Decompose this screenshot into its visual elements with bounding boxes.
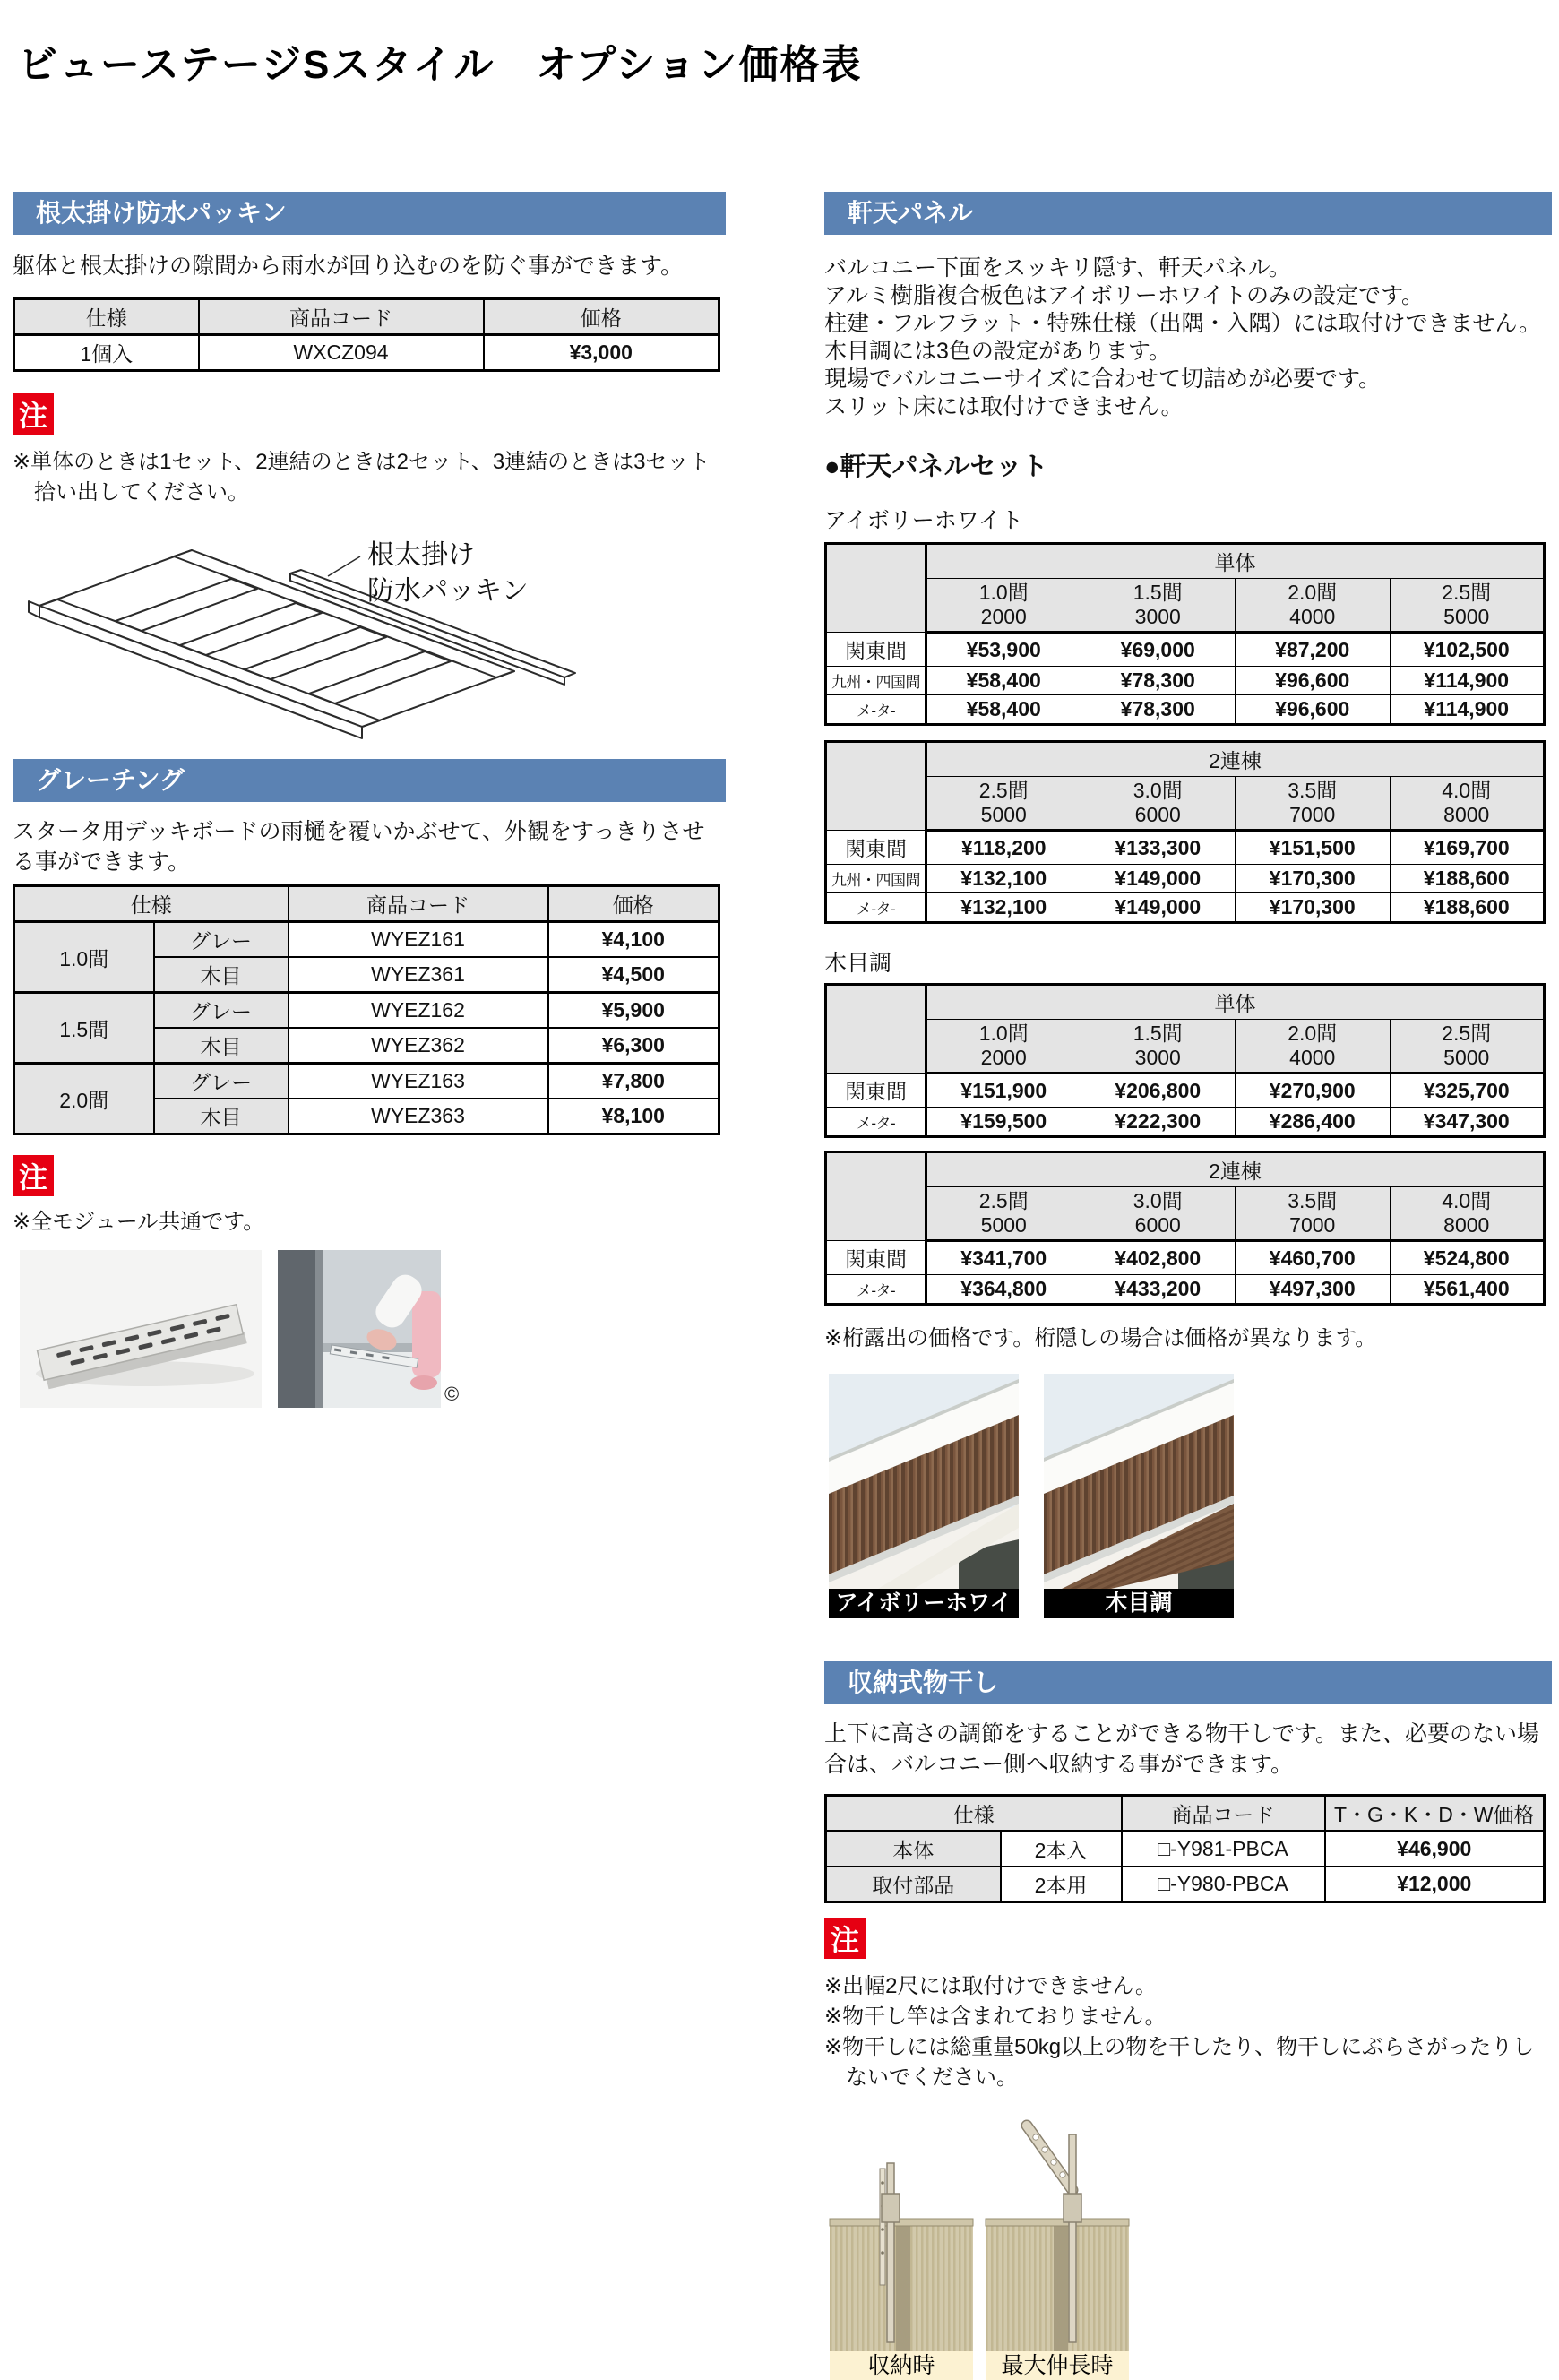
mm-label: 5000 [980,1213,1027,1237]
table-row [14,993,719,1029]
col-header-cell [1081,1187,1236,1241]
group-header-cell: 2連棟 [926,1152,1545,1187]
photo-label: 最大伸長時 [986,2351,1129,2380]
mm-label: 3000 [1134,605,1181,628]
price-cell: ¥402,800 [1081,1241,1236,1275]
table-group-row [826,742,1545,777]
type-cell: グレー [154,993,289,1029]
col-header-cell [926,579,1081,633]
price-cell: ¥132,100 [926,893,1081,923]
grating-note: ※全モジュール共通です。 [13,1210,265,1234]
span-label: 1.0間 [978,1022,1029,1045]
mm-label: 5000 [1443,1046,1490,1069]
price-cell: ¥102,500 [1390,633,1545,667]
col-header-cell [926,777,1081,831]
group-header-cell: 単体 [926,544,1545,579]
price-cell: ¥78,300 [1081,695,1236,725]
price-cell: ¥561,400 [1390,1275,1545,1305]
span-label: 2.0間 [1288,581,1338,604]
col-header-cell [926,1187,1081,1241]
span-label: 1.5間 [1133,581,1183,604]
price-cell: ¥524,800 [1390,1241,1545,1275]
row-header-cell: 九州・四国間 [826,865,926,893]
packing-description: 躯体と根太掛けの隙間から雨水が回り込むのを防ぐ事ができます。 [13,254,684,279]
section-header-drying [824,1661,1552,1704]
col-header-cell [1236,777,1391,831]
corner-cell [826,1152,926,1241]
price-cell: ¥325,700 [1390,1074,1545,1108]
diagram-leader-line [328,556,360,576]
soffit-note: ※桁露出の価格です。桁隠しの場合は価格が異なります。 [824,1326,1377,1350]
photo-label: アイボリーホワイト [829,1589,1019,1618]
row-header-cell: 関東間 [826,1241,926,1275]
price-cell: ¥364,800 [926,1275,1081,1305]
row-header-cell: メ-タ- [826,1275,926,1305]
price-cell: ¥132,100 [926,865,1081,893]
spec-cell: 本体 [826,1832,1001,1867]
price-cell: ¥460,700 [1236,1241,1391,1275]
drying-pole-stored-illustration [830,2108,973,2351]
price-cell: ¥270,900 [1236,1074,1391,1108]
price-cell: ¥188,600 [1390,865,1545,893]
table-row [826,633,1545,667]
span-label: 4.0間 [1442,779,1492,802]
col-header-cell [1236,1187,1391,1241]
col-header-cell [1390,1187,1545,1241]
col-header-cell [1236,1020,1391,1074]
table-row [14,922,719,958]
photo-label: 木目調 [1044,1589,1234,1618]
table-group-row [826,985,1545,1020]
drying-pole-extended-illustration [986,2108,1129,2351]
packing-note: ※単体のときは1セット、2連結のときは2セット、3連結のときは3セット拾い出してください。 [13,450,711,504]
code-cell: WYEZ163 [289,1064,548,1099]
col-header-cell [1390,1020,1545,1074]
price-cell: ¥149,000 [1081,865,1236,893]
description-line: 木目調には3色の設定があります。 [824,339,1171,364]
group-header-cell: 単体 [926,985,1545,1020]
spec-cell: 1個入 [14,335,199,371]
section-title-grating: グレーチング [36,766,185,794]
col-header-price: T・G・K・D・W価格 [1325,1796,1545,1832]
drying-notes [824,1971,1552,2093]
grating-install-photo [278,1250,441,1408]
drying-photo-extended [986,2108,1129,2380]
mm-label: 4000 [1289,605,1336,628]
price-cell: ¥12,000 [1325,1867,1545,1902]
row-header-cell: 関東間 [826,1074,926,1108]
soffit-photo-row [824,1374,1552,1645]
price-cell: ¥53,900 [926,633,1081,667]
table-row [826,1108,1545,1137]
price-cell: ¥341,700 [926,1241,1081,1275]
price-cell: ¥46,900 [1325,1832,1545,1867]
price-cell: ¥151,900 [926,1074,1081,1108]
size-cell: 2.0間 [14,1064,154,1134]
mm-label: 5000 [980,803,1027,826]
qty-cell: 2本入 [1001,1832,1122,1867]
section-header-soffit [824,192,1552,235]
table-row [826,1275,1545,1305]
span-label: 2.5間 [978,779,1029,802]
price-cell: ¥87,200 [1236,633,1391,667]
mm-label: 4000 [1289,1046,1336,1069]
row-header-cell: メ-タ- [826,1108,926,1137]
table-header-row [14,886,719,922]
price-cell: ¥286,400 [1236,1108,1391,1137]
col-header-cell [1236,579,1391,633]
section-header-grating [13,759,726,802]
type-cell: 木目 [154,957,289,993]
table-row [826,695,1545,725]
row-header-cell: メ-タ- [826,893,926,923]
size-cell: 1.0間 [14,922,154,993]
col-header-cell [1081,579,1236,633]
soffit-set-title: ●軒天パネルセット [824,453,1048,481]
price-cell: ¥188,600 [1390,893,1545,923]
span-label: 2.5間 [978,1189,1029,1212]
description-line: 現場でバルコニーサイズに合わせて切詰めが必要です。 [824,366,1382,392]
price-cell: ¥133,300 [1081,831,1236,865]
table-header-row [826,1796,1545,1832]
soffit-description [824,254,1552,421]
row-header-cell: 九州・四国間 [826,667,926,695]
description-line: スリット床には取付けできません。 [824,394,1184,419]
drying-price-table [824,1794,1546,1903]
code-cell: □-Y980-PBCA [1122,1867,1325,1902]
table-group-row [826,544,1545,579]
col-header-code: 商品コード [289,886,548,922]
code-cell: WYEZ161 [289,922,548,958]
price-cell: ¥114,900 [1390,667,1545,695]
section-header-packing [13,192,726,235]
code-cell: □-Y981-PBCA [1122,1832,1325,1867]
table-row [826,1867,1545,1902]
col-header-spec: 仕様 [14,299,199,335]
grating-price-table [13,884,720,1135]
mm-label: 7000 [1289,1213,1336,1237]
col-header-spec: 仕様 [826,1796,1122,1832]
price-cell: ¥96,600 [1236,695,1391,725]
table-row [826,1241,1545,1275]
span-label: 3.0間 [1133,779,1183,802]
row-header-cell: 関東間 [826,831,926,865]
mm-label: 3000 [1134,1046,1181,1069]
table-header-row [826,579,1545,633]
note-badge: 注 [13,393,54,435]
corner-cell [826,742,926,831]
table-row [826,865,1545,893]
price-cell: ¥151,500 [1236,831,1391,865]
price-cell: ¥58,400 [926,695,1081,725]
note-badge: 注 [824,1918,866,1959]
col-header-cell [1390,777,1545,831]
span-label: 2.5間 [1442,581,1492,604]
span-label: 1.5間 [1133,1022,1183,1045]
soffit-ivory-title: アイボリーホワイト [824,508,1024,533]
row-header-cell: 関東間 [826,633,926,667]
price-cell: ¥159,500 [926,1108,1081,1137]
drying-photo-stored [830,2108,973,2380]
drying-photo-row [824,2108,1552,2380]
col-header-code: 商品コード [199,299,484,335]
description-line: バルコニー下面をスッキリ隠す、軒天パネル。 [824,255,1291,280]
price-cell: ¥4,100 [548,922,719,958]
mm-label: 7000 [1289,803,1336,826]
mm-label: 8000 [1443,803,1490,826]
table-row [14,1064,719,1099]
table-row [826,1074,1545,1108]
photo-label: 収納時 [830,2351,973,2380]
price-cell: ¥149,000 [1081,893,1236,923]
note-line: ※物干し竿は含まれておりません。 [824,2005,1167,2029]
grating-photo-row [13,1250,726,1408]
diagram-label-line1: 根太掛け [367,540,475,570]
table-row [826,1832,1545,1867]
price-cell: ¥114,900 [1390,695,1545,725]
table-row [826,831,1545,865]
table-group-row [826,1152,1545,1187]
span-label: 2.0間 [1288,1022,1338,1045]
drying-description: 上下に高さの調節をすることができる物干しです。また、必要のない場合は、バルコニー側へ収納する事ができます。 [824,1721,1540,1777]
soffit-table-wood-double [824,1151,1546,1306]
packing-price-table [13,298,720,372]
soffit-photo-wood [1044,1374,1234,1618]
price-cell: ¥8,100 [548,1099,719,1134]
right-column [824,192,1552,2380]
span-label: 3.5間 [1288,1189,1338,1212]
col-header-cell [1081,777,1236,831]
price-cell: ¥169,700 [1390,831,1545,865]
col-header-cell [1390,579,1545,633]
price-cell: ¥4,500 [548,957,719,993]
price-cell: ¥6,300 [548,1028,719,1064]
price-cell: ¥118,200 [926,831,1081,865]
type-cell: 木目 [154,1099,289,1134]
mm-label: 2000 [980,605,1027,628]
price-cell: ¥497,300 [1236,1275,1391,1305]
row-header-cell: メ-タ- [826,695,926,725]
price-cell: ¥206,800 [1081,1074,1236,1108]
soffit-table-wood-single [824,983,1546,1138]
mm-label: 8000 [1443,1213,1490,1237]
table-header-row [826,777,1545,831]
price-cell: ¥433,200 [1081,1275,1236,1305]
table-header-row [14,299,719,335]
spec-cell: 取付部品 [826,1867,1001,1902]
corner-cell [826,985,926,1074]
price-cell: ¥347,300 [1390,1108,1545,1137]
description-line: 柱建・フルフラット・特殊仕様（出隅・入隅）には取付けできません。 [824,311,1542,336]
price-cell: ¥222,300 [1081,1108,1236,1137]
note-line: ※物干しには総重量50kg以上の物を干したり、物干しにぶらさがったりしないでください。 [824,2035,1535,2090]
mm-label: 6000 [1134,803,1181,826]
grating-product-photo [20,1250,262,1408]
description-line: アルミ樹脂複合板色はアイボリーホワイトのみの設定です。 [824,283,1425,308]
span-label: 3.5間 [1288,779,1338,802]
span-label: 1.0間 [978,581,1029,604]
table-row [826,893,1545,923]
corner-cell [826,544,926,633]
balcony-photo-wood-illustration [1044,1374,1234,1589]
type-cell: グレー [154,922,289,958]
code-cell: WYEZ361 [289,957,548,993]
note-line: ※出幅2尺には取付けできません。 [824,1974,1157,1998]
table-row [14,335,719,371]
code-cell: WXCZ094 [199,335,484,371]
soffit-photo-ivory [829,1374,1019,1645]
balcony-photo-ivory-illustration [829,1374,1019,1589]
left-column [13,192,726,1408]
section-title-packing: 根太掛け防水パッキン [36,199,287,227]
span-label: 2.5間 [1442,1022,1492,1045]
table-header-row [826,1020,1545,1074]
size-cell: 1.5間 [14,993,154,1064]
qty-cell: 2本用 [1001,1867,1122,1902]
col-header-code: 商品コード [1122,1796,1325,1832]
note-badge: 注 [13,1155,54,1196]
col-header-cell [1081,1020,1236,1074]
grating-description: スタータ用デッキボードの雨樋を覆いかぶせて、外観をすっきりさせる事ができます。 [13,819,705,875]
soffit-table-ivory-double [824,740,1546,924]
soffit-wood-title: 木目調 [824,951,892,976]
table-header-row [826,1187,1545,1241]
price-cell: ¥5,900 [548,993,719,1029]
page-title: ビューステージSスタイル オプション価格表 [18,43,863,87]
mm-label: 5000 [1443,605,1490,628]
price-cell: ¥96,600 [1236,667,1391,695]
price-cell: ¥58,400 [926,667,1081,695]
price-cell: ¥170,300 [1236,865,1391,893]
price-cell: ¥69,000 [1081,633,1236,667]
mm-label: 6000 [1134,1213,1181,1237]
copyright-mark: © [444,1383,460,1405]
diagram-label-line2: 防水パッキン [367,576,529,606]
code-cell: WYEZ363 [289,1099,548,1134]
type-cell: グレー [154,1064,289,1099]
col-header-price: 価格 [548,886,719,922]
span-label: 3.0間 [1133,1189,1183,1212]
price-cell: ¥7,800 [548,1064,719,1099]
col-header-spec: 仕様 [14,886,289,922]
col-header-price: 価格 [484,299,719,335]
price-cell: ¥78,300 [1081,667,1236,695]
group-header-cell: 2連棟 [926,742,1545,777]
mm-label: 2000 [980,1046,1027,1069]
section-title-soffit: 軒天パネル [848,199,974,227]
span-label: 4.0間 [1442,1189,1492,1212]
price-cell: ¥3,000 [484,335,719,371]
table-row [826,667,1545,695]
code-cell: WYEZ362 [289,1028,548,1064]
price-cell: ¥170,300 [1236,893,1391,923]
packing-diagram-illustration [13,521,622,745]
code-cell: WYEZ162 [289,993,548,1029]
type-cell: 木目 [154,1028,289,1064]
col-header-cell [926,1020,1081,1074]
soffit-table-ivory-single [824,542,1546,726]
section-title-drying: 収納式物干し [848,1669,999,1696]
